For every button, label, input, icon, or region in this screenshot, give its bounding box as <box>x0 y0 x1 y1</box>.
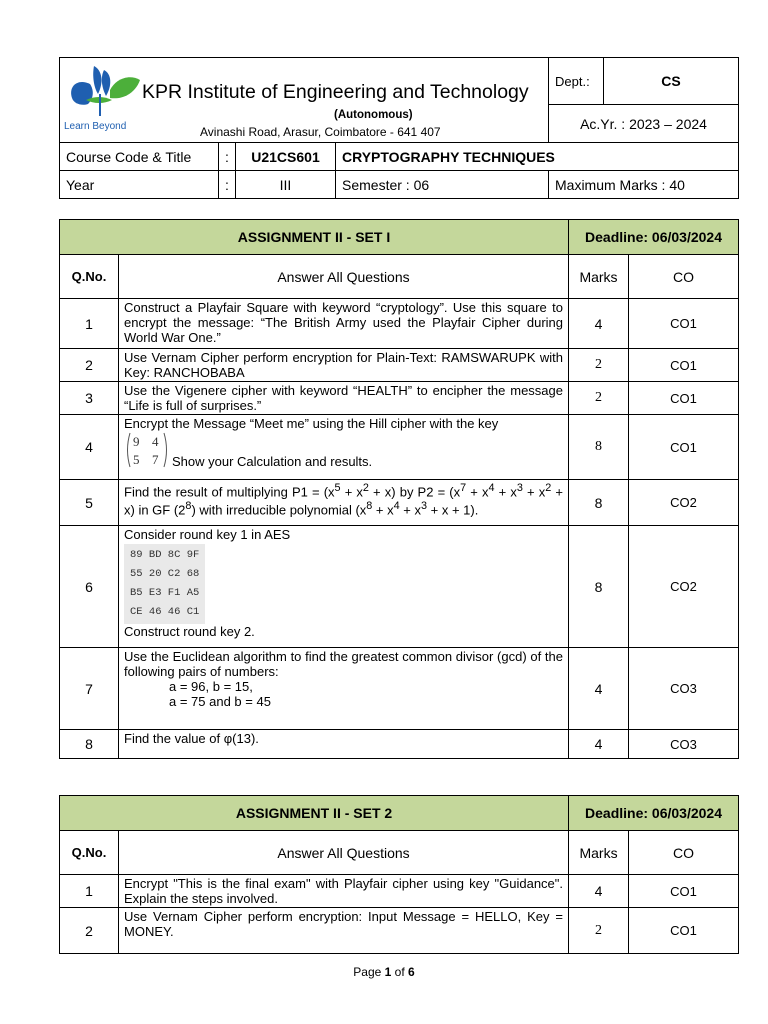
q-marks: 8 <box>569 526 629 648</box>
matrix-cell: 5 <box>133 452 140 467</box>
q-co: CO2 <box>629 480 739 526</box>
course-label: Course Code & Title <box>60 143 219 171</box>
q-number: 7 <box>60 648 119 730</box>
q-marks: 2 <box>569 349 629 382</box>
table-row <box>60 415 739 480</box>
page-footer <box>0 965 768 979</box>
q-number: 2 <box>60 908 119 954</box>
hex-row: B5 E3 F1 A5 <box>130 587 200 599</box>
logo-tagline: Learn Beyond <box>64 121 127 132</box>
table-row <box>60 648 739 730</box>
q-text-part: + x <box>466 484 489 500</box>
q-text-part: + x <box>372 502 394 518</box>
course-code: U21CS601 <box>236 143 336 171</box>
page-of: of <box>391 965 409 979</box>
q-text <box>119 648 569 730</box>
q-number: 1 <box>60 299 119 349</box>
dept-label: Dept.: <box>549 58 604 105</box>
q-co: CO1 <box>629 349 739 382</box>
kpr-logo-icon <box>64 60 144 120</box>
hill-key-matrix <box>124 431 170 469</box>
q-number: 4 <box>60 415 119 480</box>
q-text-part: + x + 1). <box>427 502 479 518</box>
q-co: CO1 <box>629 875 739 908</box>
q-text <box>119 415 569 480</box>
q-text-line: Construct round key 2. <box>124 624 255 639</box>
col-qno: Q.No. <box>60 831 119 875</box>
q-marks: 4 <box>569 299 629 349</box>
col-marks: Marks <box>569 831 629 875</box>
semester: Semester : 06 <box>336 171 549 199</box>
exponent: 8 <box>185 500 192 513</box>
set1-deadline: Deadline: 06/03/2024 <box>569 220 739 255</box>
matrix-cell: 9 <box>133 434 140 449</box>
matrix-cell: 7 <box>152 452 159 467</box>
q-text: Use Vernam Cipher perform encryption: Input Message = HELLO, Key = MONEY. <box>119 908 569 954</box>
institute-banner <box>60 58 549 143</box>
matrix-cell: 4 <box>152 434 159 449</box>
exponent: 4 <box>488 482 495 494</box>
col-co: CO <box>629 255 739 299</box>
year-value: III <box>236 171 336 199</box>
q-marks: 2 <box>569 382 629 415</box>
q-marks: 8 <box>569 415 629 480</box>
colon: : <box>219 143 236 171</box>
q-text <box>119 480 569 526</box>
assignment-set1-table <box>59 219 739 759</box>
q-marks: 4 <box>569 648 629 730</box>
col-co: CO <box>629 831 739 875</box>
q-text-part: + x) in GF (2 <box>124 484 563 518</box>
exponent: 2 <box>362 482 369 494</box>
year-label: Year <box>60 171 219 199</box>
q-number: 5 <box>60 480 119 526</box>
header-table <box>59 57 739 199</box>
course-title: CRYPTOGRAPHY TECHNIQUES <box>336 143 739 171</box>
table-row <box>60 875 739 908</box>
q-text-line: a = 96, b = 15, <box>169 679 253 694</box>
q-number: 1 <box>60 875 119 908</box>
exponent: 3 <box>516 482 523 494</box>
table-row <box>60 526 739 648</box>
exponent: 5 <box>334 482 341 494</box>
col-qno: Q.No. <box>60 255 119 299</box>
page-total: 6 <box>408 965 415 979</box>
hex-row: 55 20 C2 68 <box>130 568 200 580</box>
q-text-line: Use the Euclidean algorithm to find the greatest common divisor (gcd) of the following pairs of numbers: <box>124 649 563 679</box>
q-text: Use Vernam Cipher perform encryption for Plain-Text: RAMSWARUPK with Key: RANCHOBABA <box>119 349 569 382</box>
hex-row: 89 BD 8C 9F <box>130 549 200 561</box>
col-questions: Answer All Questions <box>119 831 569 875</box>
table-row <box>60 480 739 526</box>
hex-row: CE 46 46 C1 <box>130 606 200 618</box>
set2-title: ASSIGNMENT II - SET 2 <box>60 796 569 831</box>
aes-round-key <box>124 544 205 624</box>
q-text-line: a = 75 and b = 45 <box>169 694 271 709</box>
q-text-line: Show your Calculation and results. <box>172 454 373 469</box>
exponent: 8 <box>366 500 373 513</box>
table-row <box>60 730 739 759</box>
table-row <box>60 349 739 382</box>
q-number: 3 <box>60 382 119 415</box>
q-marks: 4 <box>569 875 629 908</box>
q-text: Construct a Playfair Square with keyword “cryptology”. Use this square to encrypt the message: “The British Army used the Playfair Cipher during World War One.” <box>119 299 569 349</box>
set2-deadline: Deadline: 06/03/2024 <box>569 796 739 831</box>
exponent: 4 <box>393 500 400 513</box>
q-text-part: + x <box>340 484 363 500</box>
q-marks: 4 <box>569 730 629 759</box>
academic-year: Ac.Yr. : 2023 – 2024 <box>549 105 739 143</box>
q-number: 2 <box>60 349 119 382</box>
q-co: CO1 <box>629 415 739 480</box>
q-text: Encrypt "This is the final exam" with Playfair cipher using key "Guidance". Explain the steps involved. <box>119 875 569 908</box>
q-text-line: Consider round key 1 in AES <box>124 527 291 542</box>
q-text-line: Encrypt the Message “Meet me” using the Hill cipher with the key <box>124 416 499 431</box>
q-co: CO2 <box>629 526 739 648</box>
q-text <box>119 526 569 648</box>
q-marks: 2 <box>569 908 629 954</box>
institute-address: Avinashi Road, Arasur, Coimbatore - 641 407 <box>200 125 441 139</box>
q-co: CO1 <box>629 382 739 415</box>
exponent: 7 <box>460 482 467 494</box>
page-label: Page <box>353 965 385 979</box>
table-row <box>60 299 739 349</box>
institute-name: KPR Institute of Engineering and Technology <box>142 81 529 103</box>
autonomous-label: (Autonomous) <box>334 109 413 121</box>
q-text-part: + x) by P2 = (x <box>368 484 461 500</box>
exponent: 2 <box>545 482 552 494</box>
max-marks: Maximum Marks : 40 <box>549 171 739 199</box>
table-row <box>60 908 739 954</box>
q-co: CO3 <box>629 648 739 730</box>
q-number: 6 <box>60 526 119 648</box>
q-text-part: Find the result of multiplying P1 = (x <box>124 484 335 500</box>
q-text-part: + x <box>399 502 421 518</box>
page-number: 1 <box>384 965 392 979</box>
table-row <box>60 382 739 415</box>
q-number: 8 <box>60 730 119 759</box>
q-co: CO3 <box>629 730 739 759</box>
col-questions: Answer All Questions <box>119 255 569 299</box>
q-marks: 8 <box>569 480 629 526</box>
q-text: Use the Vigenere cipher with keyword “HEALTH” to encipher the message “Life is full of surprises.” <box>119 382 569 415</box>
col-marks: Marks <box>569 255 629 299</box>
q-co: CO1 <box>629 908 739 954</box>
q-text-part: + x <box>494 484 517 500</box>
q-text: Find the value of φ(13). <box>119 730 569 759</box>
q-co: CO1 <box>629 299 739 349</box>
q-text-part: ) with irreducible polynomial (x <box>191 502 367 518</box>
exponent: 3 <box>421 500 428 513</box>
dept-value: CS <box>604 58 739 105</box>
q-text-part: + x <box>522 484 546 500</box>
colon: : <box>219 171 236 199</box>
set1-title: ASSIGNMENT II - SET I <box>60 220 569 255</box>
assignment-set2-table <box>59 795 739 954</box>
